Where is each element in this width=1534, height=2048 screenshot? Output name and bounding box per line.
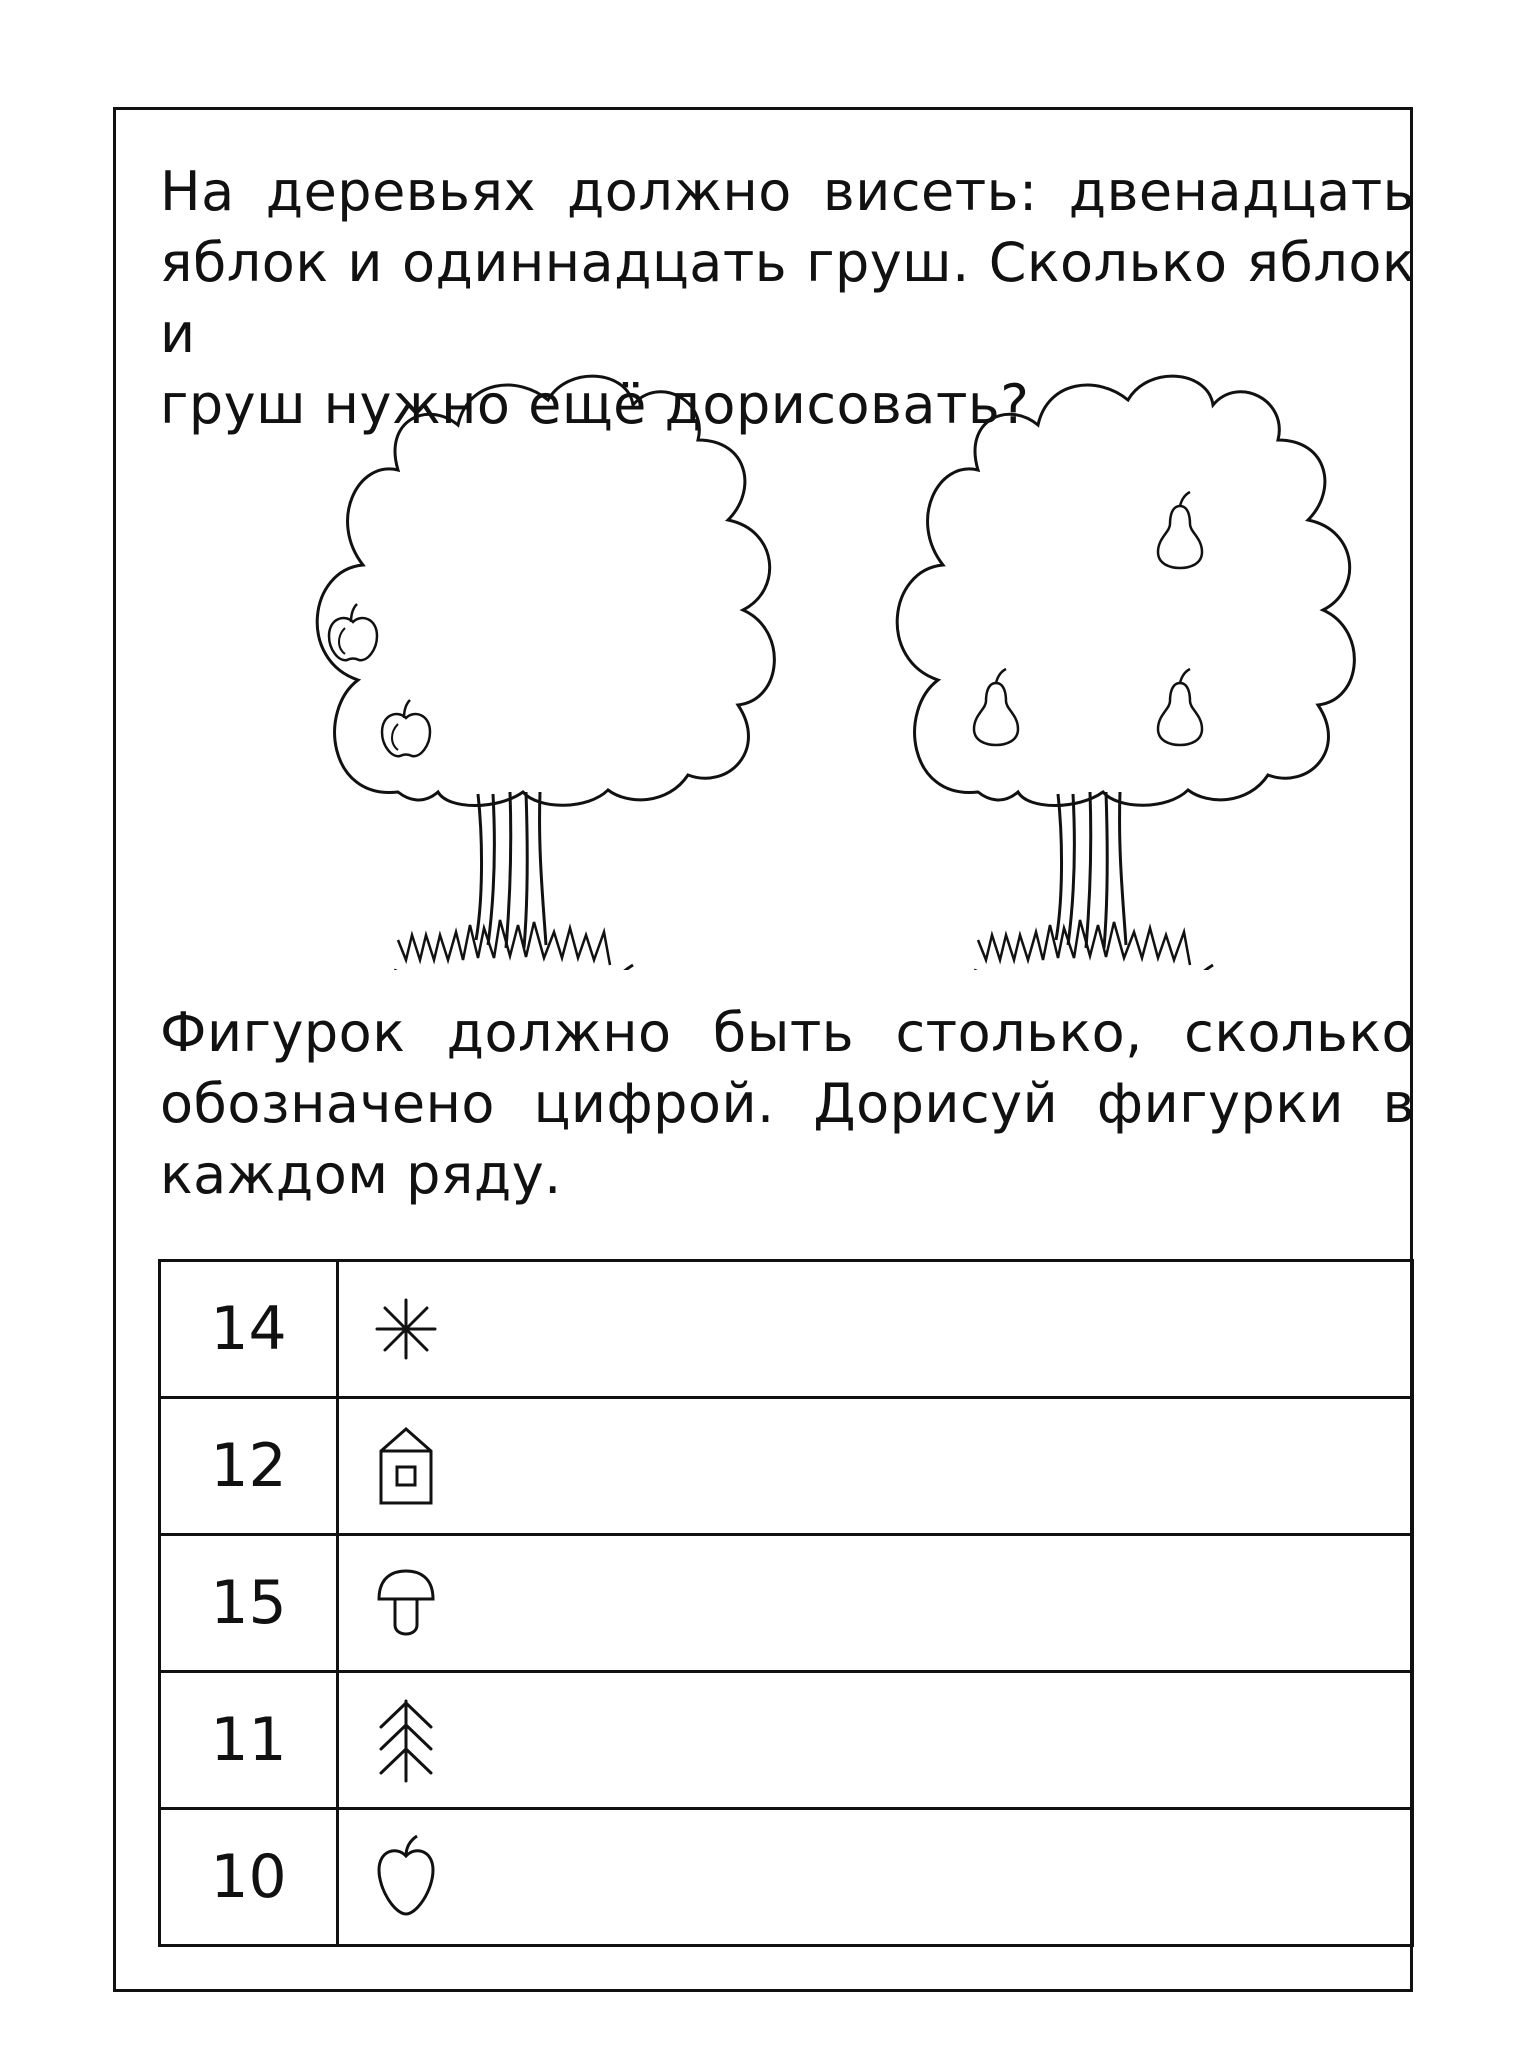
pear-icon: [974, 669, 1018, 745]
row-number: 15: [160, 1535, 338, 1672]
row-number: 10: [160, 1809, 338, 1946]
task-1-line-1: На деревьях должно висеть: двенадцать: [160, 160, 1415, 223]
drawing-cell[interactable]: [338, 1672, 1413, 1809]
task-2-text: [160, 997, 1415, 1210]
apple-icon: [329, 604, 377, 660]
snowflake-icon: [371, 1294, 441, 1364]
task-1-line-3: груш нужно ещё дорисовать?: [160, 373, 1030, 436]
drawing-cell[interactable]: [338, 1398, 1413, 1535]
drawing-cell[interactable]: [338, 1535, 1413, 1672]
table-row: [160, 1398, 1413, 1535]
task-2-line-2: обозначено цифрой. Дорисуй фигурки в: [160, 1072, 1415, 1135]
row-number: 12: [160, 1398, 338, 1535]
mushroom-icon: [371, 1563, 441, 1643]
row-number: 11: [160, 1672, 338, 1809]
task-2-line-1: Фигурок должно быть столько, сколько: [160, 1001, 1415, 1064]
table-row: [160, 1672, 1413, 1809]
apple-icon: [371, 1832, 441, 1922]
table-row: [160, 1535, 1413, 1672]
task-2-line-3: каждом ряду.: [160, 1143, 562, 1206]
row-number: 14: [160, 1261, 338, 1398]
apple-icon: [382, 700, 430, 756]
pear-icon: [1158, 669, 1202, 745]
apple-tree: [317, 376, 774, 970]
task-1-line-2: яблок и одиннадцать груш. Сколько яблок и: [160, 231, 1415, 365]
pear-icon: [1158, 492, 1202, 568]
drawing-cell[interactable]: [338, 1809, 1413, 1946]
fir-tree-icon: [371, 1695, 441, 1785]
table-row: [160, 1261, 1413, 1398]
drawing-cell[interactable]: [338, 1261, 1413, 1398]
house-icon: [371, 1421, 441, 1511]
trees-illustration: [0, 370, 1534, 970]
table-row: [160, 1809, 1413, 1946]
pear-tree: [897, 376, 1354, 970]
count-table: [158, 1259, 1414, 1947]
